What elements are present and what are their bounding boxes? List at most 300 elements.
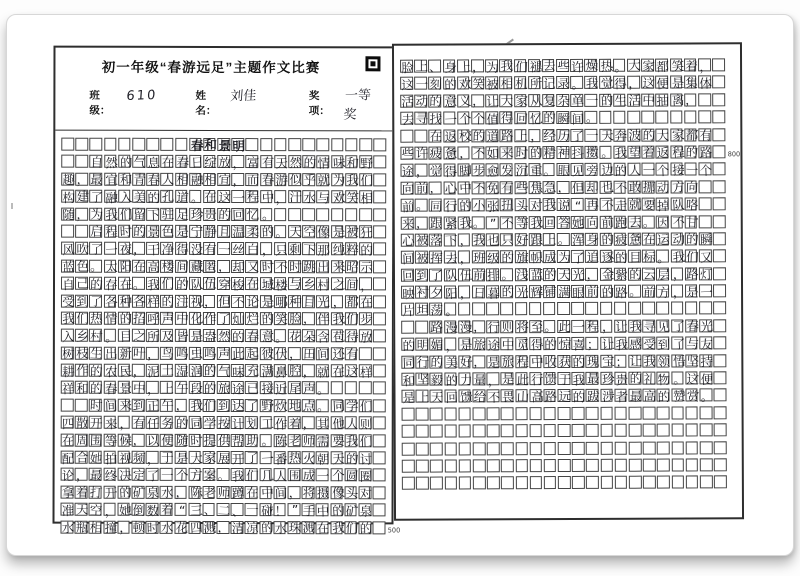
handwritten-char: 以 bbox=[146, 433, 160, 449]
handwritten-char: 不 bbox=[487, 389, 501, 405]
handwritten-char: 矿 bbox=[132, 484, 146, 501]
grid-cell bbox=[288, 382, 301, 395]
grid-cell bbox=[557, 233, 570, 246]
grid-cell bbox=[400, 76, 415, 93]
grid-cell bbox=[203, 277, 216, 290]
grid-cell bbox=[174, 503, 187, 516]
handwritten-char: 持 bbox=[700, 353, 714, 370]
grid-cell bbox=[288, 469, 301, 482]
grid-cell bbox=[529, 249, 544, 266]
class-field-label: 班级： bbox=[89, 89, 111, 117]
handwritten-char: 些 bbox=[401, 146, 415, 162]
grid-cell bbox=[146, 138, 159, 151]
grid-cell bbox=[160, 451, 173, 464]
grid-cell bbox=[698, 76, 711, 89]
handwritten-char: 不 bbox=[472, 145, 486, 161]
grid-row bbox=[402, 458, 736, 472]
handwritten-char: 午 bbox=[175, 380, 189, 396]
handwritten-char: 我 bbox=[231, 468, 245, 484]
grid-cell bbox=[487, 407, 500, 420]
handwritten-char: 明 bbox=[416, 337, 430, 353]
grid-cell bbox=[401, 215, 415, 232]
handwritten-char: 提 bbox=[203, 432, 217, 448]
grid-cell bbox=[471, 146, 484, 159]
handwritten-char: 一 bbox=[586, 127, 599, 143]
grid-cell bbox=[288, 399, 301, 412]
handwritten-char: 土 bbox=[161, 363, 174, 379]
handwritten-char: 拿 bbox=[61, 485, 75, 501]
grid-cell bbox=[684, 93, 697, 106]
handwritten-char: 新 bbox=[118, 345, 133, 362]
grid-cell bbox=[175, 173, 188, 186]
handwritten-char: 为 bbox=[90, 206, 104, 222]
handwritten-char: 一 bbox=[642, 161, 656, 178]
handwritten-char: 回 bbox=[514, 110, 528, 126]
handwritten-char: 给 bbox=[473, 388, 487, 405]
handwritten-char: 汗 bbox=[289, 189, 302, 205]
grid-cell bbox=[457, 129, 470, 142]
handwritten-char: 历 bbox=[557, 127, 571, 144]
grid-cell bbox=[585, 285, 598, 298]
grid-cell bbox=[656, 250, 669, 263]
grid-cell bbox=[103, 451, 116, 464]
handwritten-char: 张 bbox=[486, 197, 500, 214]
handwritten-char: 都 bbox=[685, 127, 699, 143]
grid-cell bbox=[89, 329, 102, 342]
handwritten-char: 助 bbox=[246, 432, 259, 448]
grid-cell bbox=[528, 111, 541, 124]
grid-row bbox=[61, 259, 386, 273]
grid-cell bbox=[161, 173, 174, 186]
grid-cell bbox=[103, 364, 116, 377]
handwritten-char: 收 bbox=[544, 353, 558, 369]
handwritten-char: 宜 bbox=[104, 172, 118, 188]
grid-cell bbox=[529, 320, 542, 333]
handwritten-char: 老 bbox=[288, 433, 302, 449]
handwritten-char: 贵 bbox=[204, 206, 217, 222]
handwritten-char: 集 bbox=[684, 74, 698, 91]
grid-cell bbox=[685, 319, 698, 332]
grid-cell bbox=[260, 242, 273, 255]
grid-cell bbox=[373, 156, 386, 169]
grid-cell bbox=[330, 364, 343, 377]
handwritten-char: 穿 bbox=[217, 276, 232, 292]
handwritten-char: 楼 bbox=[274, 276, 288, 293]
handwritten-char: 阳 bbox=[444, 285, 458, 301]
handwritten-char: 有 bbox=[345, 345, 359, 362]
grid-cell bbox=[302, 521, 315, 534]
grid-cell bbox=[670, 128, 683, 141]
handwritten-char: 头 bbox=[345, 485, 359, 501]
grid-cell bbox=[714, 424, 727, 437]
grid-cell bbox=[203, 260, 216, 273]
grid-cell bbox=[203, 173, 216, 186]
handwritten-char: 至 bbox=[530, 318, 544, 335]
grid-cell bbox=[259, 382, 272, 395]
grid-cell bbox=[174, 364, 187, 377]
grid-row bbox=[401, 266, 735, 284]
handwritten-char: 春 bbox=[104, 380, 118, 397]
grid-cell bbox=[699, 250, 712, 263]
grid-cell bbox=[514, 111, 527, 124]
grid-cell bbox=[586, 337, 599, 350]
grid-cell bbox=[259, 434, 272, 447]
grid-cell bbox=[529, 372, 542, 385]
grid-cell bbox=[670, 198, 683, 211]
grid-cell bbox=[231, 415, 245, 432]
handwritten-char: 其 bbox=[317, 416, 331, 432]
grid-cell bbox=[699, 215, 712, 228]
grid-cell bbox=[571, 320, 584, 333]
handwritten-char: 来 bbox=[104, 415, 118, 431]
handwritten-char: 。 bbox=[444, 302, 458, 318]
handwritten-char: 吹 bbox=[76, 241, 90, 257]
grid-cell bbox=[217, 155, 230, 168]
handwritten-char: 眼 bbox=[557, 162, 571, 178]
handwritten-char: 是 bbox=[685, 283, 699, 300]
grid-cell bbox=[61, 225, 74, 238]
handwritten-char: 纯 bbox=[331, 241, 346, 258]
handwritten-char: 村 bbox=[90, 328, 104, 344]
handwritten-char: 旁 bbox=[586, 162, 599, 178]
handwritten-char: 湿 bbox=[175, 362, 189, 379]
handwritten-char: 让 bbox=[486, 93, 500, 110]
handwritten-char: 发 bbox=[501, 162, 514, 178]
handwritten-char: 值 bbox=[486, 111, 500, 127]
grid-cell bbox=[699, 353, 714, 370]
grid-cell bbox=[203, 347, 216, 360]
grid-cell bbox=[345, 260, 358, 273]
handwritten-char: 作 bbox=[274, 415, 288, 432]
handwritten-char: 扭 bbox=[501, 197, 514, 213]
grid-cell bbox=[599, 198, 612, 211]
grid-cell bbox=[330, 451, 343, 464]
grid-cell bbox=[443, 77, 456, 90]
grid-cell bbox=[614, 302, 627, 315]
grid-cell bbox=[402, 442, 415, 455]
grid-cell bbox=[627, 93, 640, 106]
grid-cell bbox=[713, 232, 726, 245]
grid-cell bbox=[571, 214, 586, 231]
grid-cell bbox=[188, 380, 204, 396]
grid-cell bbox=[543, 216, 556, 229]
handwritten-char: 各 bbox=[132, 293, 147, 309]
grid-cell bbox=[175, 155, 188, 168]
grid-cell bbox=[557, 302, 570, 315]
grid-cell bbox=[642, 163, 655, 176]
handwritten-char: 道 bbox=[486, 128, 500, 144]
handwritten-char: 疲 bbox=[614, 232, 628, 248]
grid-cell bbox=[614, 407, 627, 420]
handwritten-char: 个 bbox=[656, 162, 670, 178]
grid-cell bbox=[302, 434, 315, 447]
handwritten-char: ， bbox=[416, 215, 429, 231]
grid-cell bbox=[515, 459, 528, 472]
handwritten-char: ” bbox=[489, 215, 497, 231]
handwritten-char: 在 bbox=[246, 276, 260, 292]
scan-sheet bbox=[6, 14, 794, 556]
grid-cell bbox=[556, 94, 569, 107]
grid-cell bbox=[543, 424, 556, 437]
grid-cell bbox=[373, 312, 386, 325]
grid-cell bbox=[656, 198, 669, 211]
handwritten-char: 自 bbox=[61, 276, 75, 292]
handwritten-char: 她 bbox=[571, 214, 586, 231]
handwritten-char: 论 bbox=[246, 293, 260, 309]
page-title: 初一年级“春游远足”主题作文比赛 bbox=[101, 59, 321, 76]
grid-cell bbox=[514, 129, 527, 142]
handwritten-char: 有 bbox=[261, 154, 275, 171]
grid-cell bbox=[415, 199, 428, 212]
grid-cell bbox=[472, 303, 485, 316]
handwritten-char: 的 bbox=[232, 328, 246, 345]
grid-cell bbox=[175, 138, 188, 151]
grid-cell bbox=[641, 111, 654, 124]
grid-cell bbox=[444, 354, 458, 371]
grid-cell bbox=[103, 399, 116, 412]
handwritten-char: 好 bbox=[515, 232, 529, 248]
grid-cell bbox=[698, 163, 711, 176]
handwritten-char: 的 bbox=[529, 144, 543, 161]
grid-cell bbox=[571, 146, 584, 159]
handwritten-char: 旗 bbox=[515, 249, 529, 265]
handwritten-char: 我 bbox=[543, 197, 557, 213]
handwritten-char: 贵 bbox=[615, 371, 629, 387]
grid-cell bbox=[657, 372, 670, 385]
grid-cell bbox=[712, 58, 725, 71]
grid-cell bbox=[160, 190, 173, 203]
grid-cell bbox=[160, 329, 173, 342]
handwritten-char: 身 bbox=[443, 59, 457, 75]
grid-cell bbox=[359, 382, 372, 395]
grid-cell bbox=[231, 173, 244, 186]
grid-cell bbox=[529, 337, 542, 350]
handwritten-char: 的 bbox=[430, 354, 444, 370]
grid-cell bbox=[487, 459, 500, 472]
handwritten-char: 得 bbox=[530, 336, 544, 352]
grid-cell bbox=[643, 424, 656, 437]
handwritten-char: 灿 bbox=[232, 311, 246, 327]
handwritten-char: 之 bbox=[331, 276, 346, 292]
grid-cell bbox=[670, 215, 683, 228]
grid-cell bbox=[288, 329, 301, 342]
handwritten-char: 在 bbox=[132, 258, 147, 275]
handwritten-char: 我 bbox=[472, 232, 486, 248]
handwritten-char: 向 bbox=[401, 180, 415, 197]
handwritten-char: 构 bbox=[62, 189, 76, 205]
grid-cell bbox=[146, 154, 161, 171]
grid-cell bbox=[571, 233, 584, 246]
grid-cell bbox=[402, 477, 415, 490]
grid-cell bbox=[628, 180, 641, 193]
handwritten-char: 咯 bbox=[685, 196, 699, 213]
grid-cell bbox=[528, 146, 541, 159]
grid-cell bbox=[629, 406, 642, 419]
grid-cell bbox=[627, 128, 640, 141]
grid-cell bbox=[345, 208, 358, 221]
grid-cell bbox=[61, 138, 74, 151]
handwritten-char: 辉 bbox=[530, 284, 544, 300]
grid-cell bbox=[174, 519, 189, 536]
grid-row bbox=[401, 387, 735, 406]
handwritten-char: ， bbox=[429, 180, 444, 196]
grid-cell bbox=[627, 146, 640, 159]
handwritten-char: 空 bbox=[303, 224, 317, 240]
handwritten-char: 息 bbox=[147, 154, 161, 171]
handwritten-char: 水 bbox=[274, 520, 288, 536]
handwritten-char: 乡 bbox=[76, 328, 89, 344]
handwritten-char: ； bbox=[615, 353, 629, 370]
grid-row bbox=[402, 406, 736, 420]
grid-cell bbox=[359, 260, 372, 273]
handwritten-char: 光 bbox=[515, 284, 529, 300]
grid-cell bbox=[400, 129, 413, 142]
grid-cell bbox=[146, 467, 160, 484]
grid-cell bbox=[132, 312, 145, 325]
grid-cell bbox=[614, 320, 627, 333]
grid-cell bbox=[515, 442, 528, 455]
handwritten-char: 了 bbox=[430, 267, 444, 283]
handwritten-char: 水 bbox=[161, 519, 174, 535]
grid-cell bbox=[471, 77, 484, 90]
handwritten-char: 笑 bbox=[472, 75, 486, 92]
handwritten-char: 为 bbox=[332, 171, 346, 188]
grid-cell bbox=[330, 486, 343, 499]
handwritten-char: 春 bbox=[147, 172, 161, 188]
grid-cell bbox=[528, 214, 544, 231]
grid-cell bbox=[500, 164, 513, 177]
handwritten-char: 那 bbox=[317, 242, 331, 258]
handwritten-char: 不 bbox=[501, 215, 514, 231]
grid-cell bbox=[530, 476, 543, 489]
grid-cell bbox=[628, 285, 641, 298]
grid-cell bbox=[75, 294, 88, 307]
grid-cell bbox=[259, 363, 275, 379]
handwritten-char: 三 bbox=[189, 502, 203, 518]
handwritten-char: 在 bbox=[359, 294, 373, 310]
grid-cell bbox=[259, 503, 272, 516]
handwritten-char: 笑 bbox=[670, 57, 685, 74]
handwritten-char: 活 bbox=[401, 93, 415, 110]
handwritten-char: 到 bbox=[76, 293, 89, 309]
handwritten-char: ， bbox=[458, 249, 473, 266]
grid-cell bbox=[471, 112, 484, 125]
handwritten-char: 不 bbox=[671, 213, 685, 230]
handwritten-char: 好 bbox=[459, 353, 473, 370]
grid-cell bbox=[472, 355, 485, 368]
grid-cell bbox=[600, 285, 613, 298]
grid-cell bbox=[231, 312, 244, 325]
grid-cell bbox=[713, 337, 726, 350]
handwritten-char: 同 bbox=[402, 354, 416, 371]
grid-cell bbox=[146, 433, 160, 449]
grid-cell bbox=[600, 337, 613, 350]
grid-cell bbox=[274, 415, 288, 432]
grid-cell bbox=[699, 389, 712, 402]
handwritten-char: 入 bbox=[119, 188, 133, 205]
handwritten-char: 向 bbox=[685, 179, 699, 195]
grid-cell bbox=[600, 372, 613, 385]
handwritten-char: 大 bbox=[628, 57, 641, 73]
grid-cell bbox=[429, 112, 442, 125]
grid-cell bbox=[373, 417, 386, 430]
handwritten-char: 水 bbox=[161, 484, 174, 500]
grid-cell bbox=[585, 233, 598, 246]
handwritten-char: 跳 bbox=[303, 258, 317, 275]
grid-cell bbox=[698, 111, 711, 124]
grid-cell bbox=[89, 225, 102, 238]
handwritten-char: 一 bbox=[104, 241, 118, 258]
grid-cell bbox=[302, 190, 315, 203]
handwritten-char: ， bbox=[76, 171, 90, 187]
handwritten-char: 明 bbox=[232, 137, 246, 153]
grid-cell bbox=[302, 173, 315, 186]
grid-cell bbox=[217, 521, 230, 534]
grid-cell bbox=[486, 267, 501, 284]
grid-cell bbox=[246, 225, 259, 238]
grid-cell bbox=[160, 503, 173, 516]
grid-cell bbox=[429, 164, 442, 177]
grid-cell bbox=[132, 381, 145, 394]
grid-cell bbox=[670, 76, 683, 89]
handwritten-char: 同 bbox=[189, 415, 203, 431]
grid-cell bbox=[457, 77, 470, 90]
grid-cell bbox=[627, 111, 640, 124]
grid-cell bbox=[118, 207, 131, 220]
handwritten-char: 师 bbox=[217, 484, 231, 501]
grid-cell bbox=[671, 285, 684, 298]
handwritten-char: 沉 bbox=[514, 162, 529, 179]
handwritten-char: 们 bbox=[359, 398, 373, 415]
handwritten-char: 目 bbox=[629, 249, 642, 265]
handwritten-char: 且 bbox=[218, 223, 232, 240]
handwritten-char: 春 bbox=[261, 171, 275, 188]
grid-cell bbox=[89, 486, 102, 499]
handwritten-char: 感 bbox=[629, 336, 643, 352]
grid-row bbox=[402, 441, 736, 455]
grid-cell bbox=[486, 164, 499, 177]
grid-cell bbox=[514, 198, 527, 211]
handwritten-char: 然 bbox=[289, 154, 303, 170]
handwritten-char: 领 bbox=[657, 353, 671, 370]
grid-cell bbox=[104, 138, 117, 151]
handwritten-char: ， bbox=[132, 362, 146, 379]
handwritten-char: 夜 bbox=[119, 241, 133, 257]
handwritten-char: 的 bbox=[147, 189, 161, 205]
handwritten-char: 我 bbox=[345, 432, 359, 449]
handwritten-char: 了 bbox=[672, 335, 686, 352]
handwritten-char: 。 bbox=[274, 328, 288, 345]
handwritten-char: 都 bbox=[345, 293, 359, 310]
handwritten-char: 行 bbox=[416, 354, 430, 370]
grid-cell bbox=[75, 259, 88, 272]
handwritten-char: 接 bbox=[260, 380, 274, 397]
grid-cell bbox=[189, 155, 202, 168]
grid-cell bbox=[274, 208, 287, 221]
grid-row bbox=[401, 337, 735, 351]
handwritten-char: 各 bbox=[104, 293, 118, 310]
handwritten-char: 得 bbox=[175, 241, 189, 257]
grid-cell bbox=[699, 197, 712, 210]
handwritten-char: 的 bbox=[119, 310, 133, 327]
grid-cell bbox=[316, 398, 331, 415]
grid-cell bbox=[543, 268, 556, 281]
handwritten-char: 对 bbox=[359, 485, 373, 502]
handwritten-char: 终 bbox=[104, 467, 118, 484]
grid-cell bbox=[571, 336, 586, 353]
grid-cell bbox=[316, 363, 331, 380]
handwritten-char: 如 bbox=[486, 145, 500, 162]
